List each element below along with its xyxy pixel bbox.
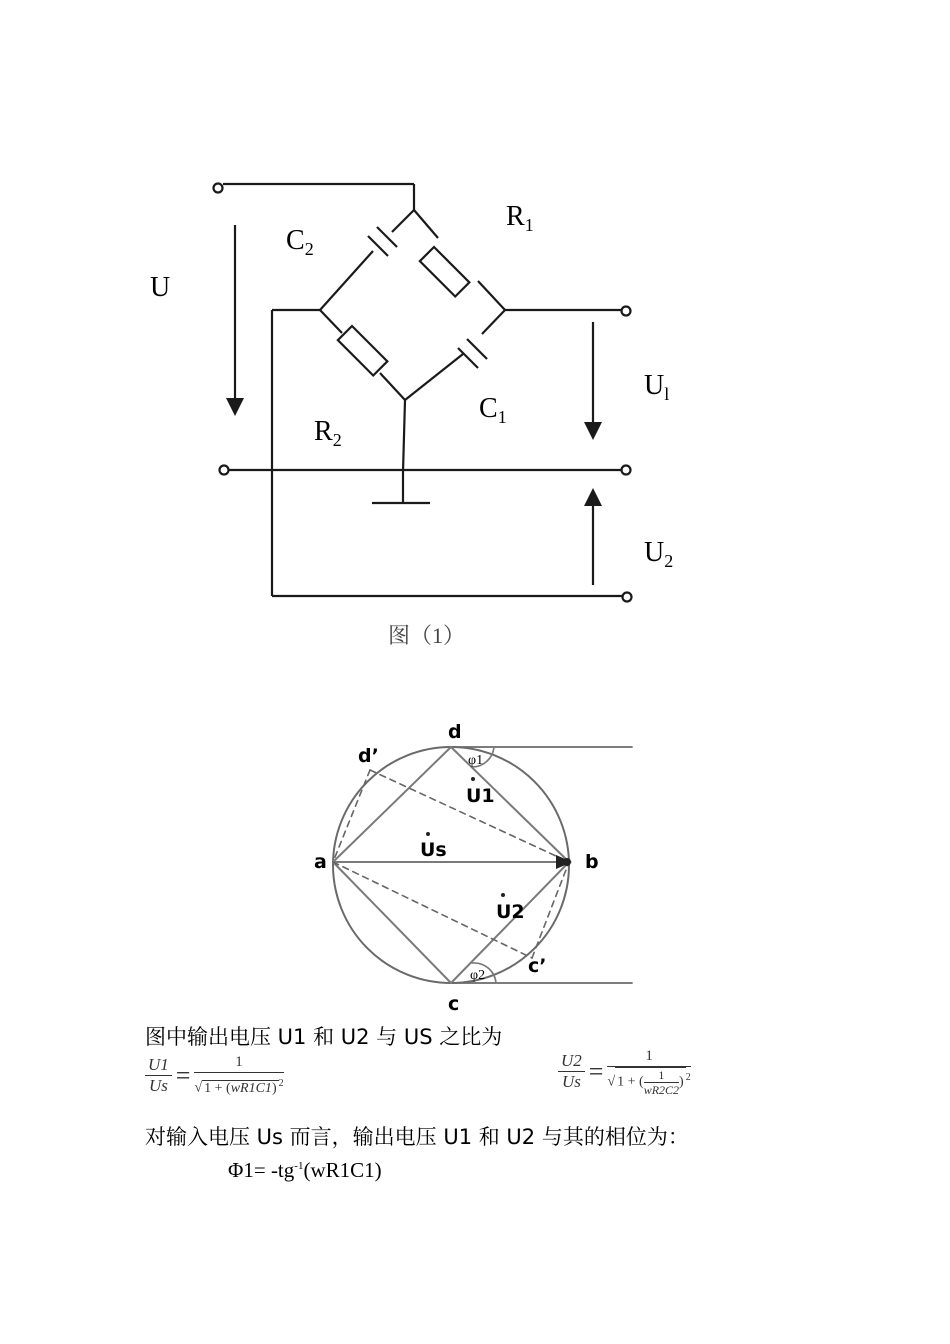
terminal-top-left	[214, 184, 223, 193]
terminal-middle-left	[220, 466, 229, 475]
formula1-lhs: $\frac{U1}{Us}$	[145, 1055, 172, 1096]
point-c-prime: c’	[528, 955, 547, 977]
label-r2: $R_2$	[314, 416, 342, 450]
formula-u1-over-us: $\frac{U1}{Us}$ = $\frac{1}{√ 1 + (wR1C1) ^2}$	[145, 1052, 284, 1100]
bridge-circuit-figure	[0, 0, 950, 660]
phasor-circle-figure	[0, 700, 950, 1020]
label-r1: $R_1$	[506, 201, 534, 235]
formula1-rhs: $\frac{1}{√ 1 + (wR1C1) ^2}$	[194, 1054, 284, 1096]
label-u2: $U_2$	[644, 537, 674, 571]
label-vector-u1: U1	[466, 785, 495, 807]
label-u1: $U_l$	[644, 370, 670, 404]
text-line-ratio: 图中输出电压 U1 和 U2 与 US 之比为	[145, 1025, 503, 1049]
formula2-lhs: $\frac{U2}{Us}$	[558, 1051, 585, 1092]
figure1-caption: 图（1）	[388, 623, 466, 648]
text-line-phase: 对输入电压 Us 而言，输出电压 U1 和 U2 与其的相位为：	[145, 1125, 689, 1149]
point-d-prime: d’	[358, 745, 379, 767]
formula-phi1: $\Phi 1= -tg^{-1}(wR1C1)$	[228, 1158, 382, 1182]
label-vector-u2: U2	[496, 901, 525, 923]
label-phi2: φ2	[470, 968, 486, 983]
phasor-circle	[333, 747, 569, 983]
label-c2: $C_2$	[286, 225, 314, 259]
label-c1: $C_1$	[479, 393, 507, 427]
point-d: d	[448, 721, 462, 743]
terminal-bottom-right	[623, 593, 632, 602]
capacitor-c1	[467, 339, 487, 359]
formula2-rhs: 1 √ 1 + ( $\frac{1}{wR2C2}$ ) $^2$	[607, 1048, 691, 1098]
resistor-r1	[420, 247, 469, 296]
label-vector-us: Us	[420, 839, 447, 861]
formula-u2-over-us: $\frac{U2}{Us}$ = 1 √ 1 + ( $\frac{1}{wR2C2}$ ) $^2$	[558, 1046, 691, 1097]
point-a: a	[314, 851, 327, 873]
terminal-upper-right	[622, 307, 631, 316]
terminal-middle-right	[622, 466, 631, 475]
label-phi1: φ1	[468, 753, 484, 768]
point-c: c	[448, 993, 460, 1015]
label-u: U	[150, 272, 171, 303]
point-b: b	[585, 851, 599, 873]
resistor-r2	[338, 326, 387, 375]
